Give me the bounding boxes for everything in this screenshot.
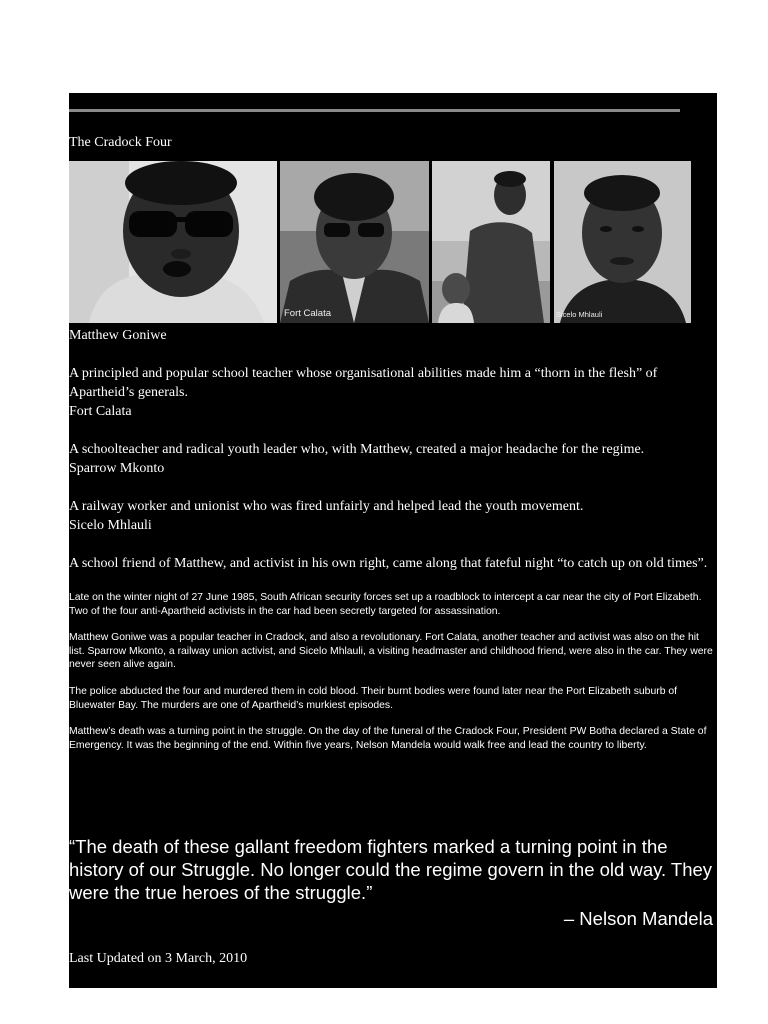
header-rule [69, 109, 680, 112]
bio-text: A school friend of Matthew, and activist in his own right, came along that fateful night “to catch up on old times”. [69, 556, 708, 571]
bio-name: Sparrow Mkonto [69, 461, 165, 476]
bio-matthew-goniwe [69, 326, 714, 402]
quote-attribution: – Nelson Mandela [563, 908, 713, 929]
article-panel [69, 93, 717, 988]
body-paragraph: Matthew’s death was a turning point in the struggle. On the day of the funeral of the Cradock Four, President PW Botha declared a State of Emergency. It was the beginning of the end. Within five years, Nelson Mandela would walk free and lead the country to liberty. [69, 726, 707, 751]
photo-fort-calata [280, 161, 429, 323]
bio-sicelo-mhlauli [69, 516, 714, 573]
bio-name: Fort Calata [69, 404, 132, 419]
photo-sicelo-mhlauli [554, 161, 691, 323]
bio-name: Matthew Goniwe [69, 328, 167, 343]
bio-fort-calata [69, 402, 714, 459]
bio-text: A railway worker and unionist who was fired unfairly and helped lead the youth movement. [69, 499, 584, 514]
photo-caption: Fort Calata [284, 308, 331, 319]
bio-name: Sicelo Mhlauli [69, 518, 152, 533]
mandela-quote: “The death of these gallant freedom fighters marked a turning point in the history of our Struggle. No longer could the regime govern in the old way. They were the true heroes of the struggle.” [69, 836, 713, 903]
photo-caption: Sicelo Mhlauli [556, 310, 603, 319]
page-title: The Cradock Four [69, 135, 172, 150]
photo-sparrow-mkonto [432, 161, 550, 323]
photo-matthew-goniwe [69, 161, 277, 323]
bio-text: A principled and popular school teacher whose organisational abilities made him a “thorn in the flesh” of Apartheid’s generals. [69, 366, 658, 400]
last-updated: Last Updated on 3 March, 2010 [69, 951, 248, 966]
body-paragraph: Late on the winter night of 27 June 1985, South African security forces set up a roadblock to intercept a car near the city of Port Elizabeth. Two of the four anti-Apartheid activists in the car had been secretly targeted for assassination. [69, 592, 702, 617]
bio-sparrow-mkonto [69, 459, 714, 516]
body-paragraph: The police abducted the four and murdered them in cold blood. Their burnt bodies were found later near the Port Elizabeth suburb of Bluewater Bay. The murders are one of Apartheid’s murkiest episodes. [69, 685, 678, 711]
article-body [69, 591, 715, 765]
bio-text: A schoolteacher and radical youth leader who, with Matthew, created a major headache for the regime. [69, 442, 645, 457]
body-paragraph: Matthew Goniwe was a popular teacher in Cradock, and also a revolutionary. Fort Calata, another teacher and activist was also on the hit list. Sparrow Mkonto, a railway union activist, and Sicelo Mhlauli, a visiting headmaster and childhood friend, were also in the car. They were never seen alive again. [69, 632, 713, 671]
